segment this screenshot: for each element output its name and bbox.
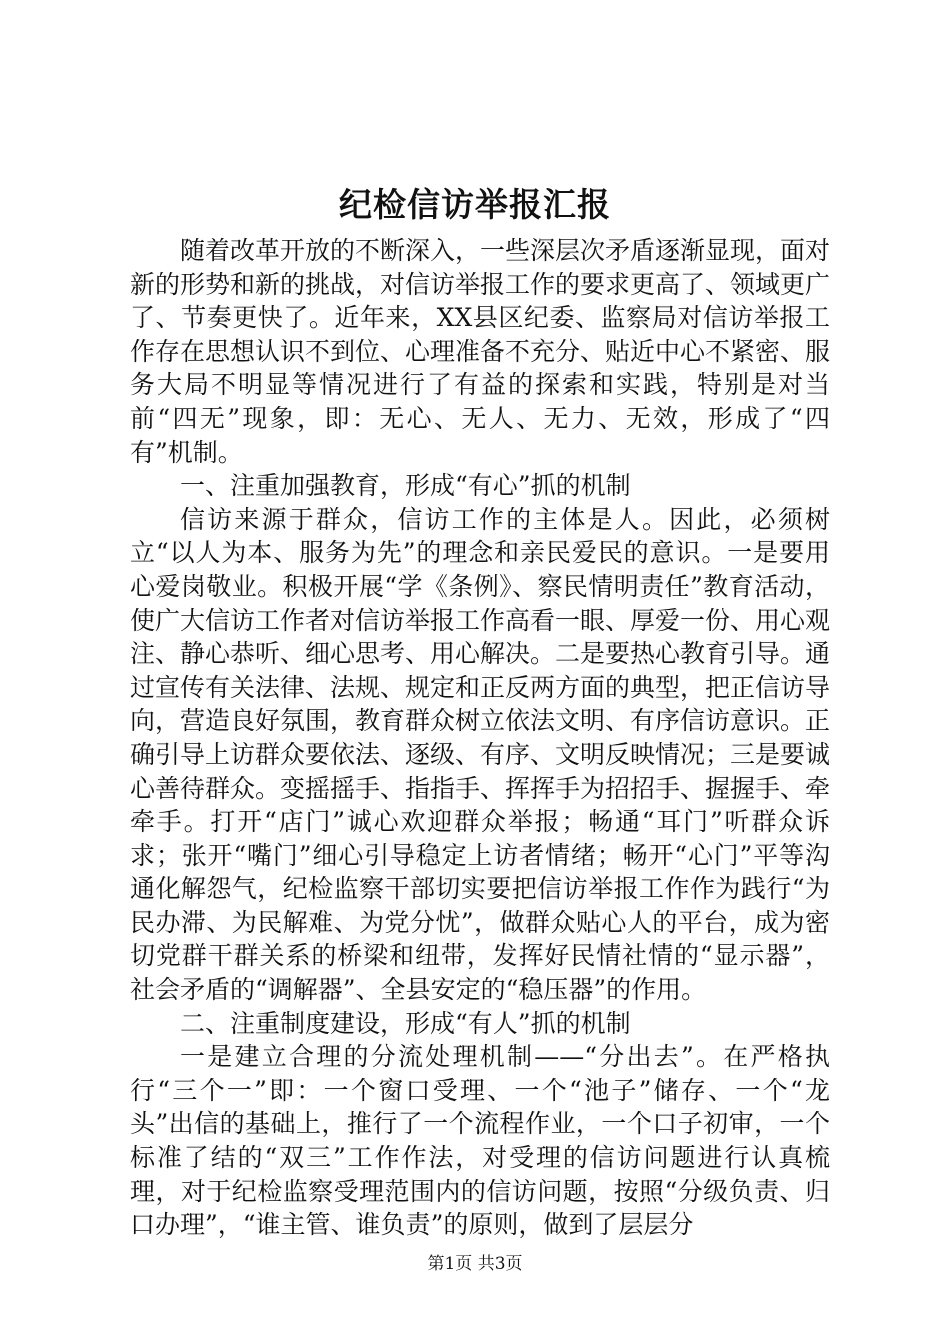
section-1-paragraph: 信访来源于群众，信访工作的主体是人。因此，必须树立“以人为本、服务为先”的理念和亲民爱民的意识。一是要用心爱岗敬业。积极开展“学《条例》、察民情明责任”教育活动，使广大信访工作者对信访举报工作高看一眼、厚爱一份、用心观注、静心恭听、细心思考、用心解决。二是要热心教育引导。通过宣传有关法律、法规、规定和正反两方面的典型，把正信访导向，营造良好氛围，教育群众树立依法文明、有序信访意识。正确引导上访群众要依法、逐级、有序、文明反映情况；三是要诚心善待群众。变摇摇手、指指手、挥挥手为招招手、握握手、牵牵手。打开“店门”诚心欢迎群众举报；畅通“耳门”听群众诉求；张开“嘴门”细心引导稳定上访者情绪；畅开“心门”平等沟通化解怨气，纪检监察干部切实要把信访举报工作作为践行“为民办滞、为民解难、为党分忧”，做群众贴心人的平台，成为密切党群干群关系的桥梁和纽带，发挥好民情社情的“显示器”，社会矛盾的“调解器”、全县安定的“稳压器”的作用。 <box>130 504 831 1005</box>
document-body <box>130 234 830 1242</box>
section-heading-1: 一、注重加强教育，形成“有心”抓的机制 <box>180 471 631 501</box>
document-title: 纪检信访举报汇报 <box>339 185 611 224</box>
section-2-paragraph: 一是建立合理的分流处理机制——“分出去”。在严格执行“三个一”即：一个窗口受理、一个“池子”储存、一个“龙头”出信的基础上，推行了一个流程作业，一个口子初审，一个标准了结的“双三”工作作法，对受理的信访问题进行认真梳理，对于纪检监察受理范围内的信访问题，按照“分级负责、归口办理”，“谁主管、谁负责”的原则，做到了层层分 <box>130 1042 830 1240</box>
page-number-footer: 第1页 共3页 <box>427 1254 523 1274</box>
section-heading-2: 二、注重制度建设，形成“有人”抓的机制 <box>180 1008 631 1038</box>
intro-paragraph: 随着改革开放的不断深入，一些深层次矛盾逐渐显现，面对新的形势和新的挑战，对信访举报工作的要求更高了、领域更广了、节奏更快了。近年来，XX县区纪委、监察局对信访举报工作存在思想认识不到位、心理准备不充分、贴近中心不紧密、服务大局不明显等情况进行了有益的探索和实践，特别是对当前“四无”现象，即：无心、无人、无力、无效，形成了“四有”机制。 <box>130 236 831 467</box>
